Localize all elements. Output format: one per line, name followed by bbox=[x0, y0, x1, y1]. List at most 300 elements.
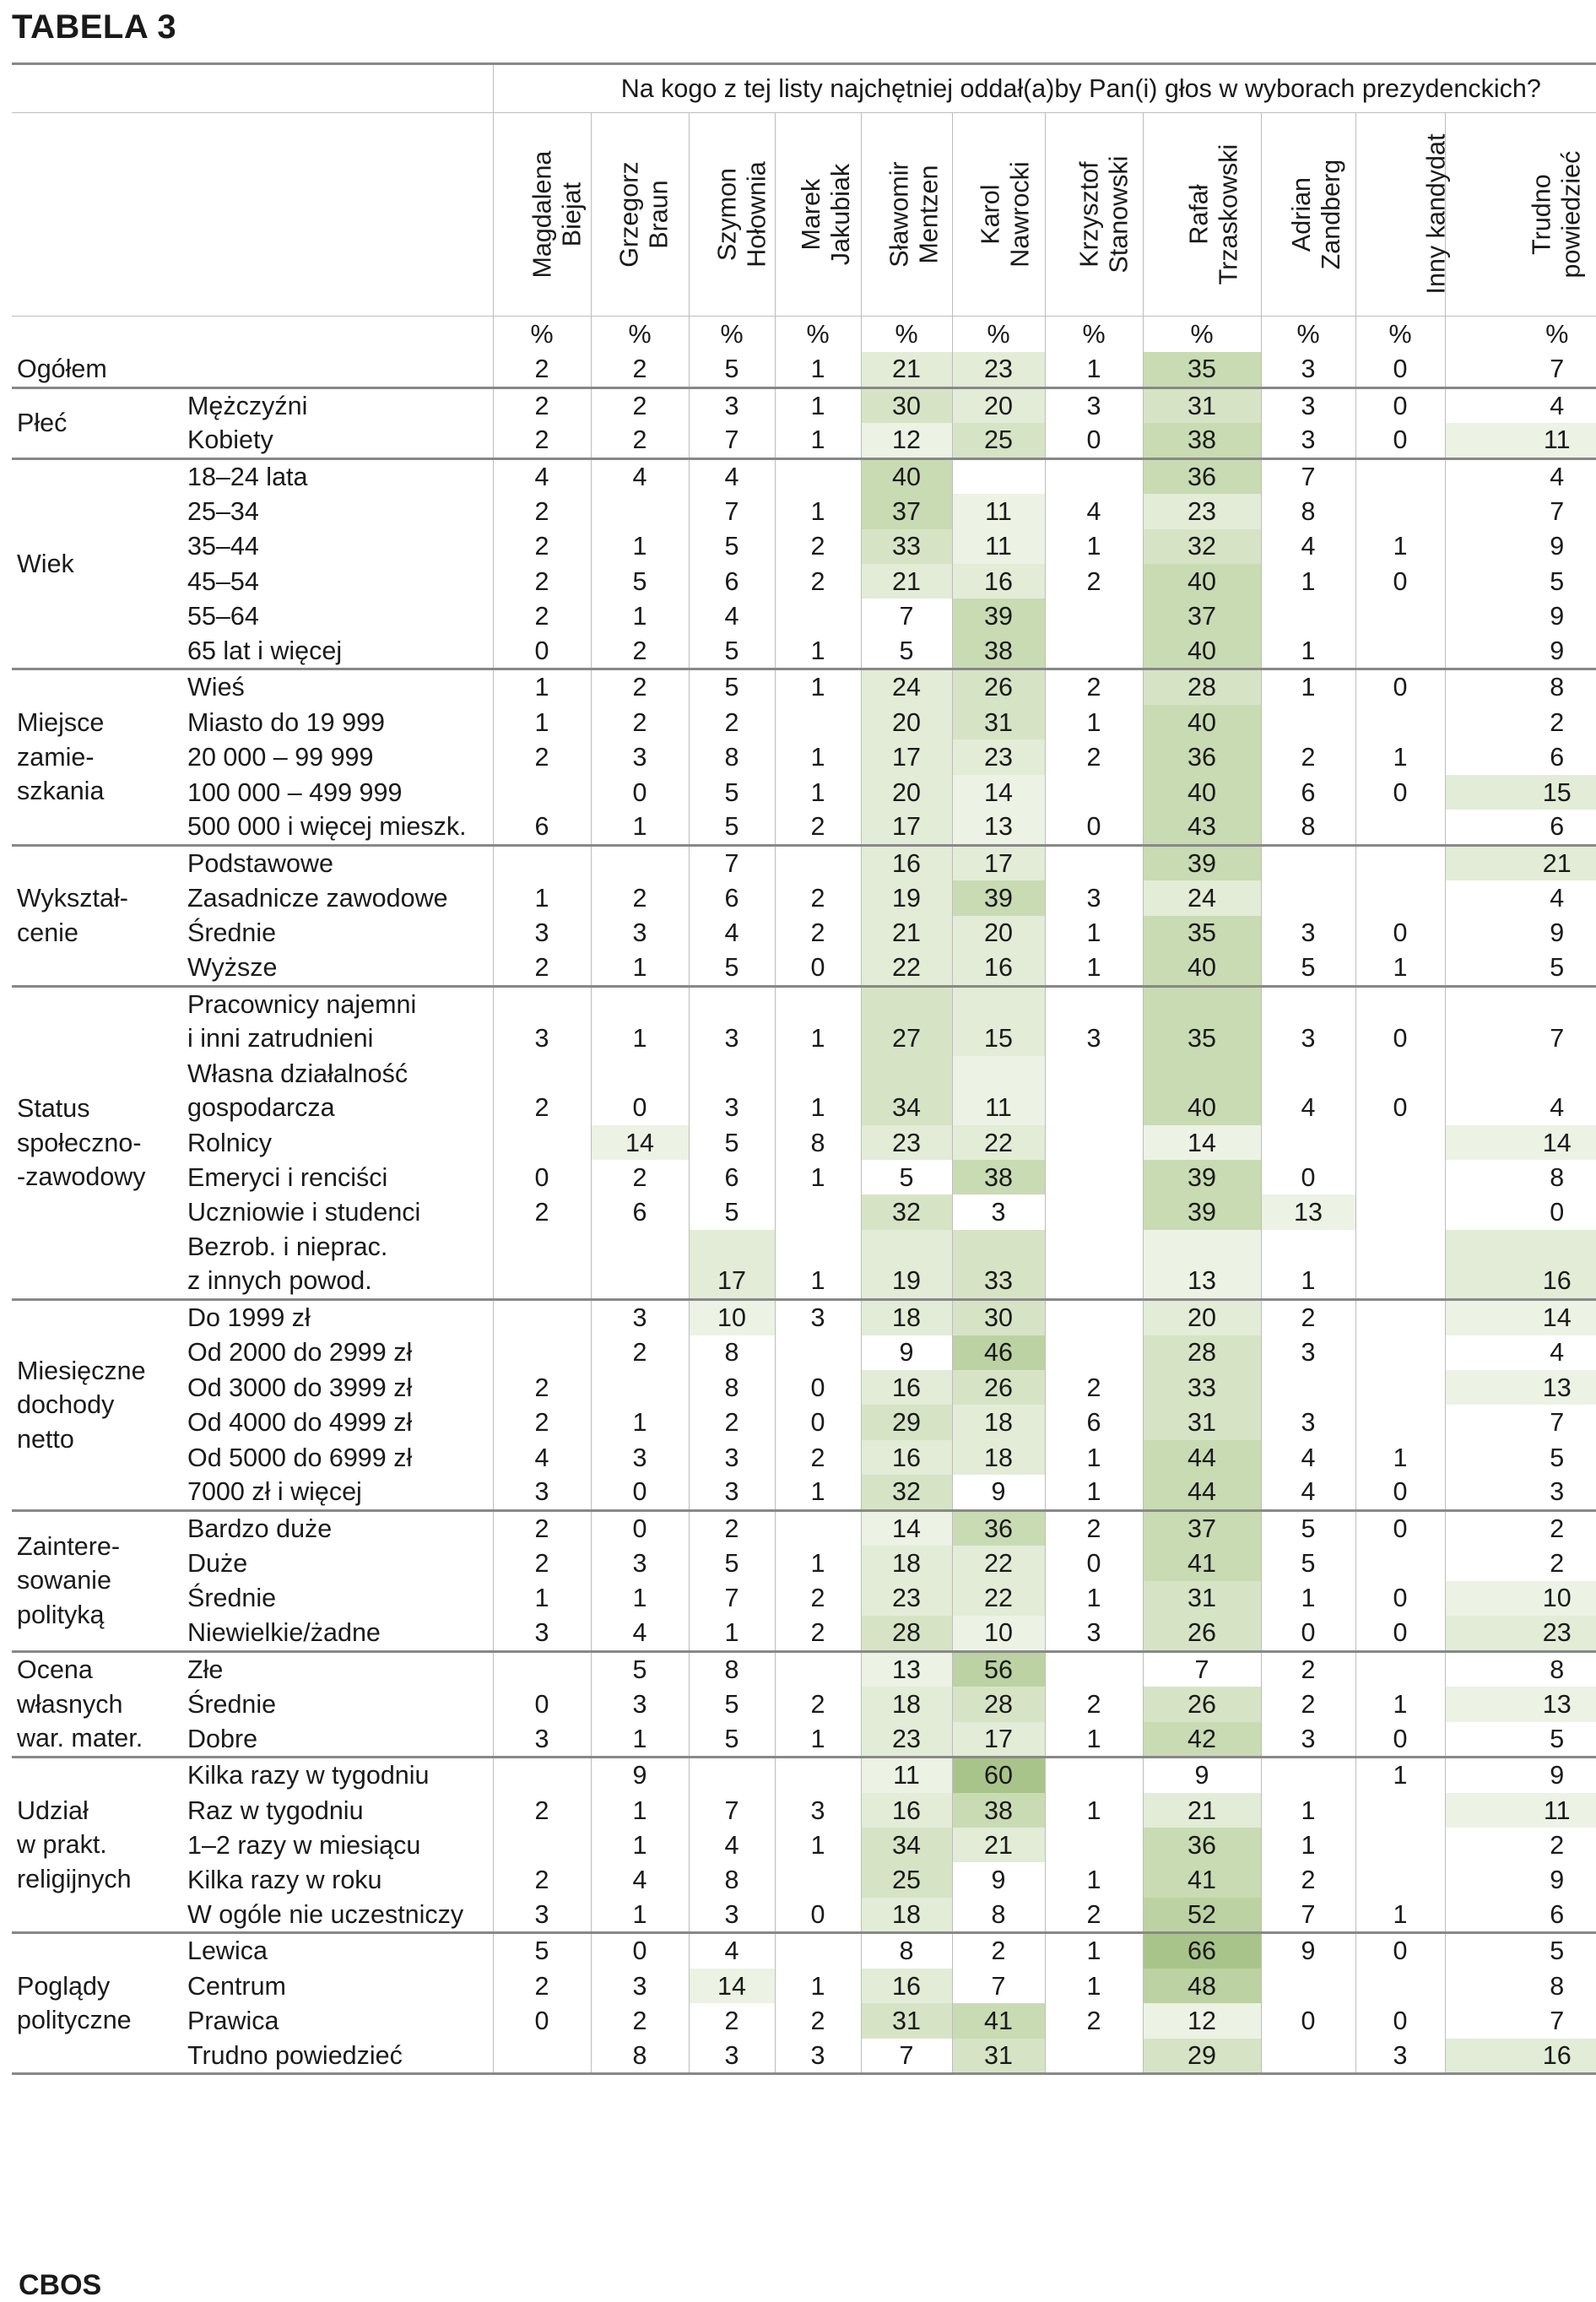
table-row bbox=[12, 423, 1596, 458]
value-cell: 24 bbox=[861, 669, 952, 705]
value-cell: 23 bbox=[861, 1581, 952, 1616]
table-row bbox=[12, 845, 1596, 880]
value-cell bbox=[493, 1125, 591, 1160]
value-cell: 3 bbox=[591, 1440, 689, 1475]
value-cell: 17 bbox=[952, 845, 1045, 880]
value-cell: 0 bbox=[775, 1898, 861, 1933]
value-cell: 3 bbox=[1261, 1335, 1355, 1370]
value-cell: 1 bbox=[775, 634, 861, 669]
value-cell: 4 bbox=[493, 1440, 591, 1475]
value-cell bbox=[1045, 1651, 1143, 1687]
value-cell: 4 bbox=[689, 1933, 775, 1969]
value-cell: 0 bbox=[591, 1933, 689, 1969]
subcategory-label-line: Miasto do 19 999 bbox=[187, 707, 385, 737]
value-cell: 7 bbox=[1445, 986, 1596, 1056]
value-cell: 1 bbox=[775, 1828, 861, 1862]
value-cell: 13 bbox=[1261, 1194, 1355, 1229]
value-cell: 1 bbox=[775, 1056, 861, 1125]
value-cell: 0 bbox=[591, 1056, 689, 1125]
value-cell: 3 bbox=[493, 986, 591, 1056]
subcategory-label-line: Niewielkie/żadne bbox=[187, 1618, 381, 1648]
table-row bbox=[12, 1230, 1596, 1300]
value-cell: 4 bbox=[689, 458, 775, 494]
value-cell bbox=[775, 599, 861, 633]
value-cell bbox=[775, 1651, 861, 1687]
value-cell bbox=[1045, 1160, 1143, 1194]
value-cell: 1 bbox=[1355, 1687, 1445, 1721]
value-cell: 14 bbox=[1445, 1300, 1596, 1335]
subcategory-label bbox=[182, 916, 493, 951]
table-row bbox=[12, 739, 1596, 774]
value-cell: 2 bbox=[1445, 1546, 1596, 1580]
value-cell: 3 bbox=[493, 1616, 591, 1651]
value-cell: 1 bbox=[775, 1546, 861, 1580]
value-cell: 7 bbox=[689, 423, 775, 458]
subcategory-label-line: Trudno powiedzieć bbox=[187, 2040, 403, 2070]
value-cell: 3 bbox=[493, 1898, 591, 1933]
subcategory-label bbox=[182, 1335, 493, 1370]
value-cell: 21 bbox=[952, 1828, 1045, 1862]
table-row bbox=[12, 705, 1596, 739]
value-cell: 1 bbox=[591, 1405, 689, 1439]
value-cell: 66 bbox=[1143, 1933, 1261, 1969]
value-cell: 4 bbox=[689, 599, 775, 633]
candidate-name-line: Nawrocki bbox=[1005, 161, 1035, 268]
value-cell: 2 bbox=[775, 880, 861, 915]
value-cell: 8 bbox=[689, 1335, 775, 1370]
value-cell: 3 bbox=[1261, 423, 1355, 458]
value-cell: 2 bbox=[493, 951, 591, 986]
subcategory-label bbox=[182, 1581, 493, 1616]
value-cell: 29 bbox=[861, 1405, 952, 1439]
value-cell bbox=[591, 1230, 689, 1300]
subcategory-label-line: W ogóle nie uczestniczy bbox=[187, 1899, 464, 1929]
category-label-line: Ocena bbox=[17, 1655, 93, 1684]
value-cell: 5 bbox=[689, 352, 775, 387]
subcategory-label bbox=[182, 739, 493, 774]
value-cell bbox=[1261, 845, 1355, 880]
value-cell: 2 bbox=[1261, 739, 1355, 774]
value-cell: 2 bbox=[689, 1510, 775, 1546]
value-cell bbox=[1355, 1546, 1445, 1580]
value-cell: 33 bbox=[861, 529, 952, 564]
value-cell: 16 bbox=[1445, 2039, 1596, 2074]
subcategory-label-line: Kilka razy w roku bbox=[187, 1866, 382, 1895]
value-cell bbox=[1355, 1828, 1445, 1862]
value-cell: 4 bbox=[591, 1862, 689, 1897]
subcategory-label-line: Wyższe bbox=[187, 953, 278, 983]
subcategory-label-line: Wieś bbox=[187, 673, 245, 702]
value-cell: 9 bbox=[1445, 599, 1596, 633]
category-label bbox=[12, 387, 182, 458]
category-label-line: w prakt. bbox=[17, 1830, 107, 1860]
value-cell: 3 bbox=[689, 1475, 775, 1510]
category-label-line: własnych bbox=[17, 1689, 123, 1719]
value-cell: 0 bbox=[1355, 1510, 1445, 1546]
value-cell: 9 bbox=[1445, 529, 1596, 564]
value-cell: 0 bbox=[1045, 1546, 1143, 1580]
value-cell: 3 bbox=[591, 916, 689, 951]
value-cell: 1 bbox=[1045, 1969, 1143, 2003]
value-cell bbox=[1045, 845, 1143, 880]
value-cell: 0 bbox=[1045, 423, 1143, 458]
value-cell: 1 bbox=[1045, 705, 1143, 739]
value-cell: 2 bbox=[493, 1370, 591, 1405]
value-cell bbox=[1045, 599, 1143, 633]
subcategory-label-line: Pracownicy najemni bbox=[187, 989, 417, 1019]
value-cell: 2 bbox=[775, 916, 861, 951]
value-cell: 1 bbox=[1261, 1793, 1355, 1828]
candidate-name-line: Jakubiak bbox=[825, 163, 855, 266]
category-label-line: polityczne bbox=[17, 2006, 132, 2035]
value-cell: 0 bbox=[1355, 1616, 1445, 1651]
value-cell: 1 bbox=[591, 599, 689, 633]
value-cell: 5 bbox=[861, 634, 952, 669]
value-cell: 8 bbox=[1445, 669, 1596, 705]
value-cell: 3 bbox=[952, 1194, 1045, 1229]
value-cell: 14 bbox=[1143, 1125, 1261, 1160]
candidate-name-line: Magdalena bbox=[527, 150, 556, 279]
value-cell: 2 bbox=[689, 2003, 775, 2038]
value-cell: 26 bbox=[1143, 1687, 1261, 1721]
value-cell: 1 bbox=[1261, 564, 1355, 599]
value-cell: 0 bbox=[493, 1687, 591, 1721]
value-cell: 0 bbox=[1261, 1160, 1355, 1194]
subcategory-label-line: 7000 zł i więcej bbox=[187, 1477, 362, 1507]
value-cell: 4 bbox=[1445, 880, 1596, 915]
value-cell: 22 bbox=[952, 1581, 1045, 1616]
value-cell: 5 bbox=[689, 1687, 775, 1721]
category-label bbox=[12, 458, 182, 669]
value-cell: 31 bbox=[861, 2003, 952, 2038]
value-cell: 2 bbox=[591, 352, 689, 387]
value-cell: 14 bbox=[1445, 1125, 1596, 1160]
value-cell bbox=[775, 1933, 861, 1969]
subcategory-label-line: 1–2 razy w miesiącu bbox=[187, 1830, 421, 1860]
candidate-name-line: Sławomir bbox=[885, 161, 914, 268]
value-cell: 26 bbox=[952, 669, 1045, 705]
value-cell: 7 bbox=[952, 1969, 1045, 2003]
value-cell: 11 bbox=[1445, 423, 1596, 458]
subcategory-label-line: Od 4000 do 4999 zł bbox=[187, 1408, 413, 1438]
value-cell: 5 bbox=[689, 1194, 775, 1229]
category-label-line: religijnych bbox=[17, 1865, 132, 1894]
value-cell: 5 bbox=[1445, 951, 1596, 986]
value-cell: 14 bbox=[689, 1969, 775, 2003]
value-cell: 2 bbox=[1045, 739, 1143, 774]
value-cell: 11 bbox=[952, 529, 1045, 564]
value-cell: 2 bbox=[775, 564, 861, 599]
value-cell bbox=[1045, 1056, 1143, 1125]
subcategory-label bbox=[182, 1546, 493, 1580]
value-cell: 1 bbox=[1045, 1581, 1143, 1616]
value-cell: 1 bbox=[1045, 352, 1143, 387]
value-cell: 16 bbox=[861, 1370, 952, 1405]
value-cell: 0 bbox=[1355, 986, 1445, 1056]
value-cell bbox=[591, 1370, 689, 1405]
table-row bbox=[12, 1475, 1596, 1510]
value-cell: 52 bbox=[1143, 1898, 1261, 1933]
value-cell bbox=[1261, 880, 1355, 915]
value-cell: 1 bbox=[1045, 529, 1143, 564]
candidate-name-line: Karol bbox=[976, 184, 1005, 245]
value-cell: 14 bbox=[861, 1510, 952, 1546]
value-cell: 42 bbox=[1143, 1722, 1261, 1758]
value-cell: 34 bbox=[861, 1056, 952, 1125]
value-cell: 16 bbox=[1445, 1230, 1596, 1300]
value-cell: 37 bbox=[1143, 1510, 1261, 1546]
value-cell: 2 bbox=[775, 810, 861, 845]
value-cell: 44 bbox=[1143, 1440, 1261, 1475]
value-cell: 1 bbox=[591, 1722, 689, 1758]
value-cell: 1 bbox=[1045, 916, 1143, 951]
subcategory-label bbox=[182, 2039, 493, 2074]
value-cell: 1 bbox=[1261, 634, 1355, 669]
value-cell: 23 bbox=[952, 352, 1045, 387]
value-cell: 1 bbox=[775, 1969, 861, 2003]
value-cell: 2 bbox=[689, 705, 775, 739]
value-cell: 1 bbox=[591, 1793, 689, 1828]
value-cell: 1 bbox=[493, 705, 591, 739]
value-cell: 6 bbox=[1445, 1898, 1596, 1933]
value-cell: 0 bbox=[493, 1160, 591, 1194]
value-cell: 1 bbox=[1045, 951, 1143, 986]
value-cell: 6 bbox=[689, 564, 775, 599]
value-cell: 33 bbox=[952, 1230, 1045, 1300]
value-cell: 56 bbox=[952, 1651, 1045, 1687]
value-cell: 6 bbox=[1045, 1405, 1143, 1439]
value-cell: 2 bbox=[1445, 1828, 1596, 1862]
value-cell: 1 bbox=[689, 1616, 775, 1651]
value-cell bbox=[1355, 634, 1445, 669]
category-label-line: dochody bbox=[17, 1390, 115, 1420]
value-cell bbox=[775, 1758, 861, 1793]
value-cell: 23 bbox=[861, 1722, 952, 1758]
value-cell: 40 bbox=[1143, 1056, 1261, 1125]
value-cell: 11 bbox=[1445, 1793, 1596, 1828]
value-cell: 1 bbox=[493, 1581, 591, 1616]
subcategory-label bbox=[182, 880, 493, 915]
value-cell: 2 bbox=[591, 2003, 689, 2038]
candidate-header bbox=[861, 113, 952, 317]
value-cell: 2 bbox=[775, 1581, 861, 1616]
candidate-name-line: Krzysztof bbox=[1074, 161, 1103, 268]
value-cell: 13 bbox=[1143, 1230, 1261, 1300]
subcategory-label-line: 55–64 bbox=[187, 602, 259, 631]
value-cell: 1 bbox=[493, 669, 591, 705]
value-cell: 2 bbox=[493, 739, 591, 774]
value-cell bbox=[775, 1194, 861, 1229]
value-cell: 3 bbox=[775, 1793, 861, 1828]
value-cell bbox=[493, 1758, 591, 1793]
value-cell: 46 bbox=[952, 1335, 1045, 1370]
value-cell bbox=[1045, 1125, 1143, 1160]
table-row bbox=[12, 1687, 1596, 1721]
value-cell: 2 bbox=[591, 705, 689, 739]
subcategory-label bbox=[182, 1475, 493, 1510]
value-cell: 21 bbox=[861, 564, 952, 599]
value-cell: 15 bbox=[952, 986, 1045, 1056]
value-cell: 3 bbox=[1045, 986, 1143, 1056]
value-cell: 21 bbox=[1143, 1793, 1261, 1828]
value-cell bbox=[775, 845, 861, 880]
candidate-name-line: Rafał bbox=[1183, 184, 1213, 245]
category-label-line: szkania bbox=[17, 777, 105, 806]
value-cell: 4 bbox=[689, 916, 775, 951]
value-cell: 4 bbox=[1261, 1056, 1355, 1125]
table-title: TABELA 3 bbox=[12, 8, 177, 46]
table-row bbox=[12, 1546, 1596, 1580]
subcategory-label bbox=[182, 1969, 493, 2003]
value-cell: 1 bbox=[775, 775, 861, 810]
table-row bbox=[12, 1616, 1596, 1651]
category-label bbox=[12, 1758, 182, 1933]
value-cell bbox=[1355, 810, 1445, 845]
value-cell: 12 bbox=[1143, 2003, 1261, 2038]
table-row bbox=[12, 1581, 1596, 1616]
unit-cell: % bbox=[861, 317, 952, 353]
value-cell bbox=[775, 1335, 861, 1370]
value-cell bbox=[1355, 880, 1445, 915]
subcategory-label bbox=[182, 986, 493, 1056]
candidate-name-line: Zandberg bbox=[1316, 159, 1345, 270]
value-cell: 6 bbox=[689, 1160, 775, 1194]
subcategory-label-line: 35–44 bbox=[187, 532, 259, 561]
value-cell bbox=[1355, 705, 1445, 739]
value-cell: 17 bbox=[689, 1230, 775, 1300]
value-cell: 3 bbox=[1261, 986, 1355, 1056]
value-cell: 21 bbox=[861, 352, 952, 387]
value-cell: 7 bbox=[689, 494, 775, 528]
subcategory-label-line: Prawica bbox=[187, 2007, 279, 2036]
candidate-header bbox=[775, 113, 861, 317]
value-cell: 4 bbox=[1445, 1056, 1596, 1125]
subcategory-label bbox=[182, 1440, 493, 1475]
question-header: Na kogo z tej listy najchętniej oddał(a)by Pan(i) głos w wyborach prezydenckich? bbox=[493, 64, 1596, 113]
candidate-name-line: Szymon bbox=[712, 167, 742, 262]
value-cell: 2 bbox=[1045, 1370, 1143, 1405]
value-cell: 2 bbox=[775, 1440, 861, 1475]
value-cell: 2 bbox=[591, 634, 689, 669]
value-cell: 5 bbox=[689, 951, 775, 986]
table-row bbox=[12, 2003, 1596, 2038]
value-cell bbox=[1355, 1405, 1445, 1439]
candidate-name-line: Hołownia bbox=[742, 161, 771, 268]
subcategory-label-line: Uczniowie i studenci bbox=[187, 1198, 421, 1227]
value-cell bbox=[1355, 1300, 1445, 1335]
value-cell bbox=[1045, 1300, 1143, 1335]
value-cell: 19 bbox=[861, 880, 952, 915]
value-cell: 1 bbox=[1045, 1440, 1143, 1475]
value-cell: 1 bbox=[591, 951, 689, 986]
subcategory-label-line: gospodarcza bbox=[187, 1093, 335, 1123]
table-row bbox=[12, 352, 1596, 387]
table-row bbox=[12, 1440, 1596, 1475]
value-cell: 1 bbox=[1355, 529, 1445, 564]
value-cell: 0 bbox=[775, 1370, 861, 1405]
value-cell: 2 bbox=[775, 1616, 861, 1651]
table-row bbox=[12, 2039, 1596, 2074]
value-cell: 28 bbox=[952, 1687, 1045, 1721]
value-cell bbox=[1045, 1758, 1143, 1793]
table-row bbox=[12, 1969, 1596, 2003]
value-cell: 2 bbox=[1261, 1651, 1355, 1687]
table-row bbox=[12, 564, 1596, 599]
value-cell: 4 bbox=[493, 458, 591, 494]
unit-cell: % bbox=[591, 317, 689, 353]
value-cell: 32 bbox=[861, 1475, 952, 1510]
value-cell: 18 bbox=[861, 1546, 952, 1580]
value-cell: 33 bbox=[1143, 1370, 1261, 1405]
candidate-names-row bbox=[12, 113, 1596, 317]
category-label bbox=[12, 1510, 182, 1651]
value-cell: 3 bbox=[591, 1687, 689, 1721]
value-cell: 5 bbox=[591, 1651, 689, 1687]
candidate-name-line: Trzaskowski bbox=[1213, 144, 1242, 285]
value-cell: 4 bbox=[591, 1616, 689, 1651]
value-cell: 1 bbox=[775, 494, 861, 528]
subcategory-label bbox=[182, 494, 493, 528]
value-cell: 2 bbox=[591, 880, 689, 915]
value-cell: 2 bbox=[493, 1405, 591, 1439]
value-cell: 40 bbox=[1143, 564, 1261, 599]
value-cell: 2 bbox=[493, 599, 591, 633]
candidate-name-line: Braun bbox=[644, 180, 674, 249]
category-label bbox=[12, 1651, 182, 1758]
value-cell: 1 bbox=[1261, 1230, 1355, 1300]
value-cell: 0 bbox=[1355, 775, 1445, 810]
subcategory-label bbox=[182, 458, 493, 494]
value-cell bbox=[1045, 1828, 1143, 1862]
candidate-name-line: Adrian bbox=[1286, 176, 1316, 252]
value-cell: 34 bbox=[861, 1828, 952, 1862]
category-label-line: -zawodowy bbox=[17, 1162, 146, 1192]
category-label bbox=[12, 845, 182, 986]
value-cell: 5 bbox=[591, 564, 689, 599]
value-cell: 18 bbox=[861, 1300, 952, 1335]
value-cell: 3 bbox=[1261, 916, 1355, 951]
value-cell: 3 bbox=[689, 986, 775, 1056]
value-cell: 5 bbox=[1445, 1722, 1596, 1758]
value-cell bbox=[1045, 775, 1143, 810]
subcategory-label bbox=[182, 845, 493, 880]
subcategory-label bbox=[182, 1125, 493, 1160]
value-cell: 3 bbox=[493, 1722, 591, 1758]
value-cell: 2 bbox=[689, 1405, 775, 1439]
value-cell: 20 bbox=[952, 916, 1045, 951]
value-cell: 4 bbox=[1445, 387, 1596, 423]
table-row bbox=[12, 1056, 1596, 1125]
value-cell: 9 bbox=[952, 1862, 1045, 1897]
value-cell: 0 bbox=[493, 634, 591, 669]
value-cell bbox=[1355, 1370, 1445, 1405]
value-cell: 0 bbox=[1355, 387, 1445, 423]
value-cell: 2 bbox=[775, 529, 861, 564]
table-row bbox=[12, 775, 1596, 810]
value-cell bbox=[1261, 1370, 1355, 1405]
category-label-line: Ogółem bbox=[17, 355, 107, 383]
category-label-line: Wiek bbox=[17, 549, 74, 578]
value-cell: 0 bbox=[1355, 1933, 1445, 1969]
value-cell bbox=[1261, 1125, 1355, 1160]
value-cell: 7 bbox=[689, 1793, 775, 1828]
table-row bbox=[12, 494, 1596, 528]
value-cell: 7 bbox=[1143, 1651, 1261, 1687]
value-cell: 3 bbox=[1261, 1722, 1355, 1758]
subcategory-label-line: Mężczyźni bbox=[187, 391, 308, 420]
subcategory-label-line: Średnie bbox=[187, 918, 277, 948]
value-cell: 2 bbox=[493, 1546, 591, 1580]
